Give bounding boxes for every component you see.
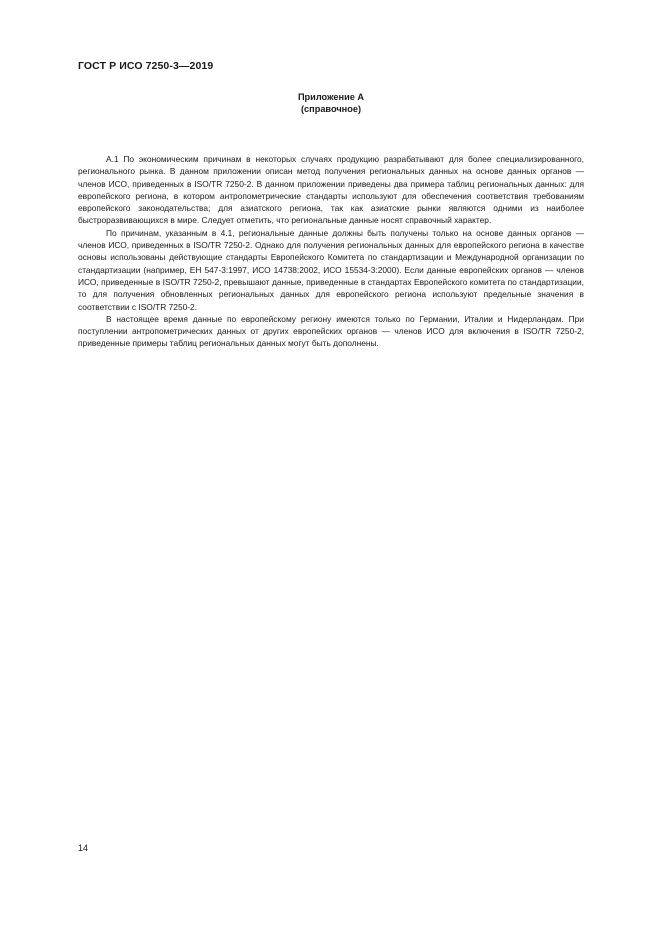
paragraph-a1: А.1 По экономическим причинам в некоторых случаях продукцию разрабатывают для более специализированного, регионального рынка. В данном приложении описан метод получения региональных данных на основе данных органов — членов ИСО, приведенных в ISO/TR 7250-2. В данном приложении приведены два примера таблиц региональных данных: для европейского региона, в котором антропометрические стандарты используют для обеспечения соответствия требованиям европейского законодательства; для азиатского региона, так как азиатские рынки являются одними из наиболее быстроразвивающихся в мире. Следует отметить, что региональные данные носят справочный характер.: [78, 154, 584, 226]
annex-subtitle: (справочное): [300, 104, 361, 114]
paragraph-current-data-availability: В настоящее время данные по европейскому региону имеются только по Германии, Италии и Нидерландам. При поступлении антропометрических данных от других европейских органов — членов ИСО для включения в ISO/TR 7250-2, приведенные примеры таблиц региональных данных могут быть дополнены.: [78, 313, 584, 349]
page-number: 14: [78, 843, 89, 853]
paragraph-regional-data-sources: По причинам, указанным в 4.1, региональные данные должны быть получены только на основе данных органов — членов ИСО, приведенных в ISO/TR 7250-2. Однако для получения региональных данных для европейского региона в качестве основы использованы действующие стандарты Европейского Комитета по стандартизации и Международной организации по стандартизации (например, ЕН 547-3:1997, ИСО 14738:2002, ИСО 15534-3:2000). Если данные европейских органов — членов ИСО, приведенные в ISO/TR 7250-2, превышают данные, приведенные в стандартах Европейского комитета по стандартизации, то для получения обновленных региональных данных для европейского региона используют предельные значения в соответствии с ISO/TR 7250-2.: [78, 227, 584, 312]
annex-heading: [78, 91, 584, 115]
annex-body: [78, 153, 584, 350]
standard-code-header: ГОСТ Р ИСО 7250-3—2019: [78, 60, 214, 72]
annex-title: Приложение А: [297, 92, 365, 102]
